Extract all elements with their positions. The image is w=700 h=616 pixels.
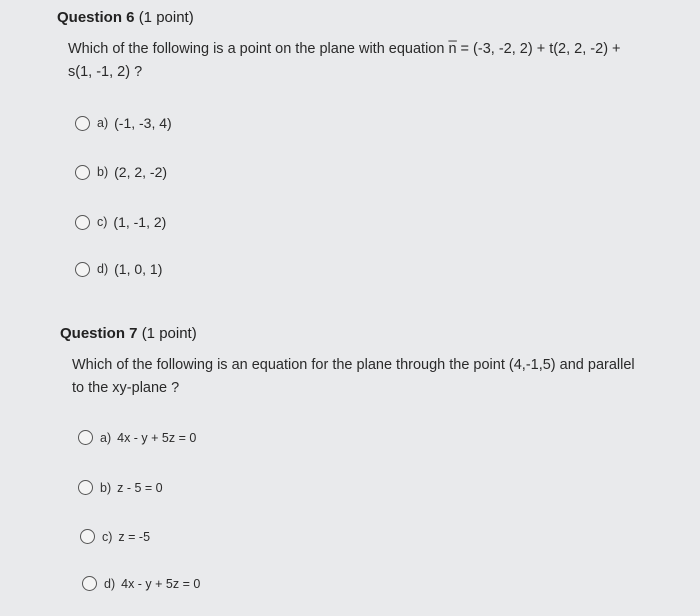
option-value: 4x - y + 5z = 0 bbox=[121, 576, 201, 591]
option-value: (2, 2, -2) bbox=[114, 164, 168, 180]
question-7-option-d[interactable] bbox=[82, 576, 200, 591]
question-7-title bbox=[60, 325, 197, 342]
question-6-option-d[interactable] bbox=[75, 261, 162, 277]
option-value: 4x - y + 5z = 0 bbox=[117, 430, 197, 445]
question-6-label: Question 6 bbox=[57, 9, 135, 26]
option-letter: d) bbox=[97, 262, 109, 276]
question-6-title bbox=[57, 9, 194, 26]
option-letter: a) bbox=[97, 116, 109, 130]
option-value: z - 5 = 0 bbox=[117, 480, 163, 495]
question-7-points: (1 point) bbox=[141, 325, 197, 342]
question-6-points: (1 point) bbox=[138, 9, 194, 26]
option-letter: c) bbox=[97, 215, 108, 229]
question-7-option-a[interactable] bbox=[78, 430, 196, 445]
question-6-option-b[interactable] bbox=[75, 164, 167, 180]
option-value: (-1, -3, 4) bbox=[114, 115, 172, 131]
radio-button[interactable] bbox=[82, 576, 97, 591]
option-letter: c) bbox=[102, 529, 113, 544]
option-value: (1, -1, 2) bbox=[113, 214, 167, 230]
question-7-label: Question 7 bbox=[60, 325, 138, 342]
radio-button[interactable] bbox=[78, 430, 93, 445]
radio-button[interactable] bbox=[75, 215, 90, 230]
option-letter: b) bbox=[97, 165, 109, 179]
radio-button[interactable] bbox=[75, 165, 90, 180]
option-value: z = -5 bbox=[118, 529, 151, 544]
question-7-text: Which of the following is an equation for the plane through the point (4,-1,5) and parallel to the xy-plane ? bbox=[72, 357, 635, 396]
question-7-option-c[interactable] bbox=[80, 529, 150, 544]
option-letter: a) bbox=[100, 430, 112, 445]
question-6-option-a[interactable] bbox=[75, 115, 172, 131]
question-7-option-b[interactable] bbox=[78, 480, 163, 495]
question-6-text: Which of the following is a point on the plane with equation n̅ = (-3, -2, 2) + t(2, 2, -2) + s(1, -1, 2) ? bbox=[68, 41, 621, 80]
option-letter: d) bbox=[104, 576, 116, 591]
radio-button[interactable] bbox=[75, 116, 90, 131]
radio-button[interactable] bbox=[75, 262, 90, 277]
radio-button[interactable] bbox=[80, 529, 95, 544]
question-6-option-c[interactable] bbox=[75, 214, 166, 230]
radio-button[interactable] bbox=[78, 480, 93, 495]
option-value: (1, 0, 1) bbox=[114, 261, 163, 277]
option-letter: b) bbox=[100, 480, 112, 495]
